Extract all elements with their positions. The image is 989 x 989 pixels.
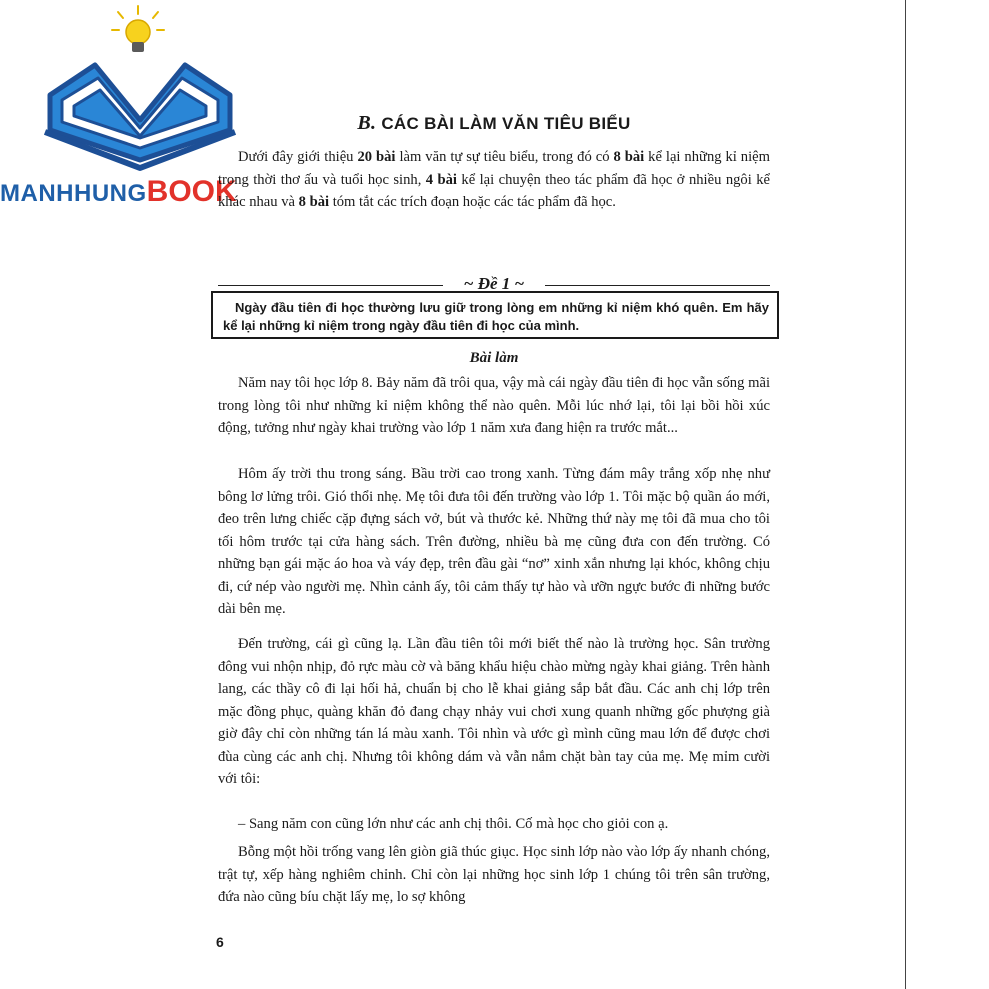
answer-title: Bài làm bbox=[469, 350, 519, 366]
ornament-right-icon: ~ bbox=[514, 274, 525, 293]
intro-bold-1: 20 bài bbox=[357, 149, 396, 165]
section-letter: B. bbox=[357, 112, 377, 134]
intro-bold-2: 8 bài bbox=[613, 149, 645, 165]
brand-name-part1: MANHHUNG bbox=[0, 180, 147, 207]
intro-bold-3: 4 bài bbox=[425, 171, 457, 188]
intro-text-2: làm văn tự sự tiêu biểu, trong đó có bbox=[395, 149, 614, 165]
intro-text-3: kể lại những kỉ niệm trong thời thơ ấu và tuổi học sinh, bbox=[218, 149, 770, 188]
answer-paragraph-4: – Sang năm con cũng lớn như các anh chị thôi. Cố mà học cho giỏi con ạ. bbox=[238, 816, 669, 832]
answer-paragraph-3: Đến trường, cái gì cũng lạ. Lần đầu tiên tôi mới biết thế nào là trường học. Sân trường đông vui nhộn nhịp, đỏ rực màu cờ và băng khẩu hiệu chào mừng ngày khai giảng. Trên hành lang, các thầy cô đi lại hối hả, chuẩn bị cho lễ khai giảng sắp bắt đầu. Các anh chị lớp trên mặc đồng phục, quàng khăn đỏ đang chạy nhảy vui chơi xung quanh những gốc phượng già giờ đây chỉ còn những tán lá màu xanh. Tôi nhìn và ước gì mình cũng mau lớn để được chơi đùa cùng các anh chị. Nhưng tôi không dám và vẫn nắm chặt bàn tay của mẹ. Mẹ mỉm cười với tôi: bbox=[218, 636, 770, 787]
exercise-prompt-text: Ngày đầu tiên đi học thường lưu giữ trong lòng em những kỉ niệm khó quên. Em hãy kể lại những kỉ niệm trong ngày đầu tiên đi học của mình. bbox=[223, 300, 769, 333]
brand-name bbox=[0, 175, 237, 209]
brand-name-part2: BOOK bbox=[146, 175, 237, 208]
section-title bbox=[218, 112, 770, 135]
answer-paragraph-2: Hôm ấy trời thu trong sáng. Bầu trời cao trong xanh. Từng đám mây trắng xốp nhẹ như bông lơ lửng trôi. Gió thổi nhẹ. Mẹ tôi đưa tôi đến trường vào lớp 1. Tôi mặc bộ quần áo mới, đeo trên lưng chiếc cặp đựng sách vở, bút và thước kẻ. Những thứ này mẹ tôi đã mua cho tôi tối hôm trước tại cửa hàng sách. Trên đường, nhiều bà mẹ cũng đưa con đến trường. Có những bạn gái mặc áo hoa và váy đẹp, trên đầu gài “nơ” xinh xắn nhưng lại khóc, không chịu đi, cứ nép vào người mẹ. Nhìn cảnh ấy, tôi cảm thấy tự hào và ưỡn ngực bước đi những bước dài bên mẹ. bbox=[218, 466, 770, 617]
intro-paragraph bbox=[218, 146, 770, 214]
exercise-prompt-box bbox=[211, 291, 779, 339]
intro-text-5: tóm tắt các trích đoạn hoặc các tác phẩm đã học. bbox=[329, 194, 616, 210]
answer-paragraph-5: Bỗng một hồi trống vang lên giòn giã thúc giục. Học sinh lớp nào vào lớp ấy nhanh chóng, trật tự, xếp hàng nghiêm chỉnh. Chỉ còn lại những học sinh lớp 1 chúng tôi trên sân trường, đứa nào cũng bíu chặt lấy mẹ, lo sợ không bbox=[218, 844, 770, 905]
intro-bold-4: 8 bài bbox=[298, 194, 330, 210]
intro-text-1: Dưới đây giới thiệu bbox=[238, 149, 358, 165]
page-edge-line bbox=[905, 0, 906, 989]
ornament-left-icon: ~ bbox=[463, 274, 474, 293]
section-title-text: CÁC BÀI LÀM VĂN TIÊU BIỂU bbox=[381, 114, 631, 133]
page-number: 6 bbox=[216, 934, 224, 950]
intro-text-4: kể lại chuyện theo tác phẩm đã học ở nhiều ngôi kể khác nhau và bbox=[218, 171, 770, 210]
answer-paragraph-1: Năm nay tôi học lớp 8. Bảy năm đã trôi qua, vậy mà cái ngày đầu tiên đi học vẫn sống mãi trong lòng tôi như những kỉ niệm không thể nào quên. Mỗi lúc nhớ lại, tôi lại bồi hồi xúc động, tưởng như ngày khai trường vào lớp 1 năm xưa đang hiện ra trước mắt... bbox=[218, 375, 770, 436]
exercise-heading-text: Đề 1 bbox=[477, 274, 511, 293]
